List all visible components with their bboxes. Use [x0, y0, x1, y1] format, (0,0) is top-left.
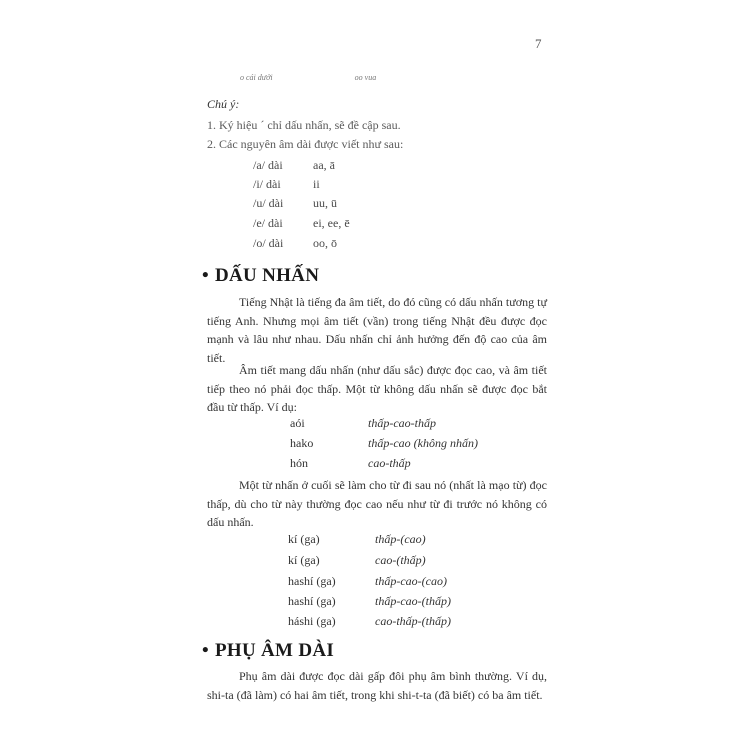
example-word: hako — [290, 436, 314, 450]
cut-line-text: o cái dưới — [240, 73, 273, 82]
example-meaning: cao-thấp — [368, 456, 411, 470]
example-row — [290, 416, 436, 431]
vowel-row — [253, 236, 337, 251]
example-meaning: thấp-cao-(cao) — [375, 574, 447, 588]
example-row — [288, 614, 451, 629]
paragraph: Tiếng Nhật là tiếng đa âm tiết, do đó cũng có dấu nhấn tương tự tiếng Anh. Nhưng mọi âm tiết (vần) trong tiếng Nhật đều được đọc mạnh và lâu như nhau. Dấu nhấn chỉ ảnh hưởng đến độ cao của âm tiết. — [207, 295, 547, 366]
example-meaning: thấp-cao-thấp — [368, 416, 436, 430]
notes-title: Chú ý: — [207, 97, 240, 111]
bullet-icon: • — [202, 265, 209, 286]
vowel-name: /i/ dài — [253, 177, 281, 191]
vowel-name: /u/ dài — [253, 196, 284, 210]
example-word: aói — [290, 416, 305, 430]
example-meaning: thấp-(cao) — [375, 532, 426, 546]
example-row — [288, 553, 426, 568]
example-meaning: cao-thấp-(thấp) — [375, 614, 451, 628]
section-title: DẤU NHẤN — [214, 265, 320, 286]
example-meaning: thấp-cao-(thấp) — [375, 594, 451, 608]
vowel-row — [253, 216, 350, 231]
example-word: hashí (ga) — [288, 594, 336, 608]
vowel-spelling: ii — [313, 177, 320, 191]
paragraph: Âm tiết mang dấu nhấn (như dấu sắc) được đọc cao, và âm tiết tiếp theo nó phải đọc thấp. Một từ không dấu nhấn sẽ được đọc bắt đầu từ thấp. Ví dụ: — [207, 363, 547, 415]
section-title: PHỤ ÂM DÀI — [214, 640, 335, 661]
vowel-row — [253, 177, 320, 192]
example-word: kí (ga) — [288, 532, 320, 546]
example-word: kí (ga) — [288, 553, 320, 567]
example-row — [288, 594, 451, 609]
section-heading-dau-nhan — [202, 265, 319, 287]
example-word: háshi (ga) — [288, 614, 336, 628]
example-row — [288, 532, 426, 547]
vowel-name: /e/ dài — [253, 216, 283, 230]
note-line-2: 2. Các nguyên âm dài được viết như sau: — [207, 137, 404, 151]
example-word: hashí (ga) — [288, 574, 336, 588]
vowel-row — [253, 158, 335, 173]
example-word: hón — [290, 456, 308, 470]
vowel-spelling: oo, ō — [313, 236, 337, 250]
example-meaning: cao-(thấp) — [375, 553, 426, 567]
vowel-name: /a/ dài — [253, 158, 283, 172]
example-row — [290, 436, 478, 451]
section-heading-phu-am-dai — [202, 640, 334, 662]
paragraph: Phụ âm dài được đọc dài gấp đôi phụ âm bình thường. Ví dụ, shi-ta (đã làm) có hai âm tiết, trong khi shi-t-ta (đã biết) có ba âm tiết. — [207, 669, 547, 702]
vowel-spelling: aa, ā — [313, 158, 335, 172]
example-meaning: thấp-cao (không nhấn) — [368, 436, 478, 450]
bullet-icon: • — [202, 640, 209, 661]
page-number: 7 — [535, 36, 542, 51]
paragraph: Một từ nhấn ở cuối sẽ làm cho từ đi sau nó (nhất là mạo từ) đọc thấp, dù cho từ này thường đọc cao nếu như từ đi trước nó không có dấu nhấn. — [207, 478, 547, 530]
note-line-1: 1. Ký hiệu ´ chỉ dấu nhấn, sẽ đề cập sau. — [207, 118, 401, 132]
example-row — [288, 574, 447, 589]
vowel-name: /o/ dài — [253, 236, 284, 250]
example-row — [290, 456, 411, 471]
vowel-row — [253, 196, 337, 211]
vowel-spelling: uu, ū — [313, 196, 337, 210]
cut-off-top-line — [240, 73, 376, 82]
cut-line-text: oo vua — [354, 73, 377, 82]
vowel-spelling: ei, ee, ē — [313, 216, 350, 230]
